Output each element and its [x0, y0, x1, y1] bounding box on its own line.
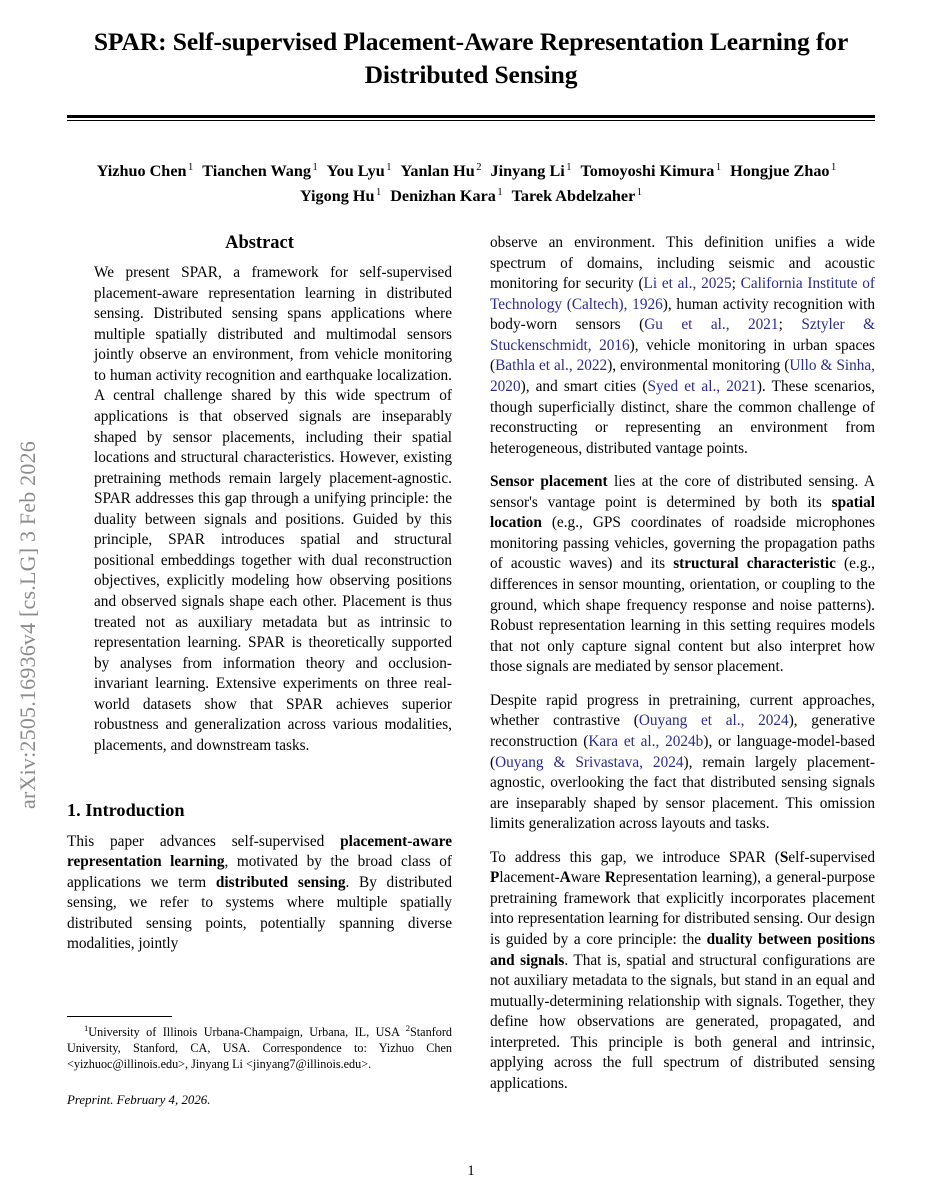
- abstract-text: We present SPAR, a framework for self-supervised placement-aware representation learning in distributed sensing. Distributed sensing spans applications where multiple spatially distributed and multimodal sensors jointly observe an environment, from vehicle monitoring to human activity recognition and earthquake localization. A central challenge shared by this wide spectrum of applications is that observed signals are inseparably shaped by sensor placements, including their spatial locations and structural characteristics. However, existing pretraining methods remain largely placement-agnostic. SPAR addresses this gap through a unifying principle: the duality between signals and positions. Guided by this principle, SPAR introduces spatial and structural positional embeddings together with dual reconstruction objectives, explicitly modeling how observing positions and observed signals shape each other. Placement is thus treated not as auxiliary metadata but as intrinsic to representation learning. SPAR is theoretically supported by analyses from information theory and occlusion-invariant learning. Extensive experiments on three real-world datasets show that SPAR achieves superior robustness and generalization across various modalities, placements, and downstream tasks.: [94, 264, 452, 754]
- citation-link[interactable]: Gu et al., 2021: [644, 316, 779, 334]
- author-affiliation-marker: 1: [375, 186, 382, 198]
- author-affiliation-marker: 1: [715, 161, 722, 173]
- intro-paragraph-1: [67, 832, 452, 955]
- text-run: ). These scenarios, though superficially distinct, share the common challenge of reconstructing or representing an environment from heterogeneous, distributed vantage points.: [490, 377, 876, 457]
- text-run: To address this gap, we introduce SPAR (: [490, 848, 780, 866]
- author-name: Yigong Hu: [299, 187, 375, 206]
- author-name: Tianchen Wang: [202, 162, 311, 181]
- text-run: elf-supervised: [788, 848, 875, 866]
- emphasis-text: duality between positions and signals: [490, 931, 875, 969]
- citation-link[interactable]: Kara et al., 2024b: [588, 732, 704, 750]
- footnote-affiliation-1: University of Illinois Urbana-Champaign, Urbana, IL, USA: [88, 1024, 406, 1039]
- author-name: You Lyu: [326, 162, 385, 181]
- text-run: ), human activity recognition with body-worn sensors (: [490, 295, 875, 334]
- page-title: SPAR: Self-supervised Placement-Aware Representation Learning for Distributed Sensing: [93, 27, 849, 89]
- text-run: ), or language-model-based (: [490, 732, 875, 771]
- text-run: , motivated by the broad class of applications we term: [67, 853, 452, 891]
- emphasis-text: R: [604, 869, 616, 887]
- divider-thin-line: [67, 120, 875, 122]
- author-entry: [730, 162, 836, 180]
- author-entry: [390, 187, 502, 205]
- text-run: . That is, spatial and structural configurations are not auxiliary metadata to the signals, but stand in an equal and mutually-determining relationship with signals. Together, they define how observations are generated, propagated, and interpreted. This principle is both general and intrinsic, applying across the full spectrum of distributed sensing applications.: [490, 951, 875, 1092]
- emphasis-text: structural characteristic: [673, 555, 836, 573]
- intro-paragraph-4: [490, 848, 875, 1095]
- emphasis-text: distributed sensing: [215, 873, 346, 891]
- author-entry: [512, 187, 642, 205]
- text-run: ), and smart cities (: [520, 377, 648, 395]
- text-run: ware: [570, 869, 605, 887]
- text-run: epresentation learning), a general-purpose pretraining framework that explicitly incorporates placement into representation learning for distributed sensing. Our design is guided by a core principle: the: [490, 869, 876, 948]
- author-affiliation-marker: 1: [497, 186, 503, 198]
- author-entry: [97, 162, 194, 180]
- left-column: [67, 233, 452, 1108]
- author-entry: [491, 162, 572, 180]
- footnote-marker-1: 1: [84, 1022, 89, 1033]
- text-run: ), remain largely placement-agnostic, overlooking the fact that distributed sensing signals are inseparably shaped by sensor placement. This omission limits generalization across layouts and tasks.: [490, 753, 875, 833]
- author-name: Tarek Abdelzaher: [511, 187, 636, 206]
- author-entry: [401, 162, 482, 180]
- emphasis-text: placement-aware representation learning: [67, 832, 452, 871]
- citation-link[interactable]: California Institute of Technology (Caltech), 1926: [490, 275, 876, 313]
- text-run: lacement-: [499, 869, 560, 887]
- text-run: (e.g., GPS coordinates of roadside microphones monitoring passing vehicles, governing the propagation paths of acoustic waves) and its: [490, 514, 875, 573]
- two-column-body: [67, 233, 875, 1108]
- author-name: Hongjue Zhao: [730, 162, 830, 181]
- citation-link[interactable]: Sztyler & Stuckenschmidt, 2016: [490, 316, 875, 354]
- footnote-divider: [67, 1016, 172, 1017]
- section-heading-introduction: 1. Introduction: [67, 799, 185, 820]
- right-column: [490, 233, 875, 1108]
- author-affiliation-marker: 1: [636, 186, 643, 198]
- citation-link[interactable]: Bathla et al., 2022: [495, 357, 608, 375]
- emphasis-text: A: [559, 869, 571, 887]
- text-run: ), generative reconstruction (: [490, 712, 875, 750]
- citation-link[interactable]: Li et al., 2025: [643, 275, 732, 293]
- text-run: observe an environment. This definition unifies a wide spectrum of domains, including seismic and acoustic monitoring for security (: [490, 234, 875, 293]
- citation-link[interactable]: Ouyang & Srivastava, 2024: [495, 753, 684, 771]
- footnote-affiliations: [67, 1024, 452, 1073]
- text-run: ;: [778, 316, 802, 334]
- text-run: Despite rapid progress in pretraining, current approaches, whether contrastive (: [490, 691, 875, 730]
- author-affiliation-marker: 1: [831, 161, 837, 173]
- paper-content: [67, 0, 875, 1200]
- footnote-block: [67, 1016, 452, 1108]
- author-affiliation-marker: 1: [188, 161, 194, 173]
- text-run: ), vehicle monitoring in urban spaces (: [490, 336, 876, 375]
- emphasis-text: S: [779, 848, 789, 866]
- arxiv-stamp: arXiv:2505.16936v4 [cs.LG] 3 Feb 2026: [15, 441, 40, 809]
- citation-link[interactable]: Ullo & Sinha, 2020: [490, 357, 875, 395]
- author-name: Tomoyoshi Kimura: [580, 162, 715, 181]
- author-name: Yanlan Hu: [400, 162, 475, 181]
- author-affiliation-marker: 2: [476, 161, 482, 173]
- text-run: lies at the core of distributed sensing. A sensor's vantage point is determined by both its: [490, 473, 875, 511]
- author-affiliation-marker: 1: [312, 161, 318, 173]
- footnote-marker-2: 2: [405, 1022, 411, 1033]
- author-affiliation-marker: 1: [566, 161, 572, 173]
- author-entry: [581, 162, 722, 180]
- author-list: [67, 159, 875, 209]
- footnote-affiliation-2: Stanford University, Stanford, CA, USA. Correspondence to: Yizhuo Chen <yizhuoc@illinois.edu>, Jinyang Li <jinyang7@illinois.edu>.: [67, 1024, 452, 1072]
- page-number: 1: [467, 1163, 475, 1179]
- author-name: Yizhuo Chen: [96, 162, 187, 181]
- author-entry: [327, 162, 392, 180]
- intro-paragraph-3: [490, 691, 875, 835]
- intro-paragraph-2: [490, 472, 875, 678]
- emphasis-text: Sensor placement: [490, 473, 608, 491]
- text-run: ;: [731, 275, 741, 293]
- emphasis-text: spatial location: [490, 493, 875, 532]
- author-name: Jinyang Li: [490, 162, 565, 181]
- text-run: This paper advances self-supervised: [67, 832, 341, 850]
- text-run: . By distributed sensing, we refer to systems where multiple spatially distributed sensing points, potentially spanning diverse modalities, jointly: [67, 873, 452, 953]
- emphasis-text: P: [490, 869, 500, 887]
- text-run: (e.g., differences in sensor mounting, orientation, or coupling to the ground, which shape frequency response and noise patterns). Robust representation learning in this setting requires models that not only capture signal content but also interpret how those signals are mediated by sensor placement.: [490, 555, 875, 676]
- author-name: Denizhan Kara: [390, 187, 496, 206]
- citation-link[interactable]: Ouyang et al., 2024: [638, 712, 789, 730]
- author-affiliation-marker: 1: [386, 161, 392, 173]
- abstract-heading: Abstract: [225, 233, 294, 253]
- text-run: ), environmental monitoring (: [607, 357, 790, 375]
- intro-paragraph-1-continued: [490, 233, 875, 459]
- author-entry: [300, 187, 381, 205]
- title-divider: [67, 115, 875, 121]
- author-entry: [202, 162, 317, 180]
- citation-link[interactable]: Syed et al., 2021: [647, 377, 757, 395]
- preprint-note: Preprint. February 4, 2026.: [67, 1092, 211, 1107]
